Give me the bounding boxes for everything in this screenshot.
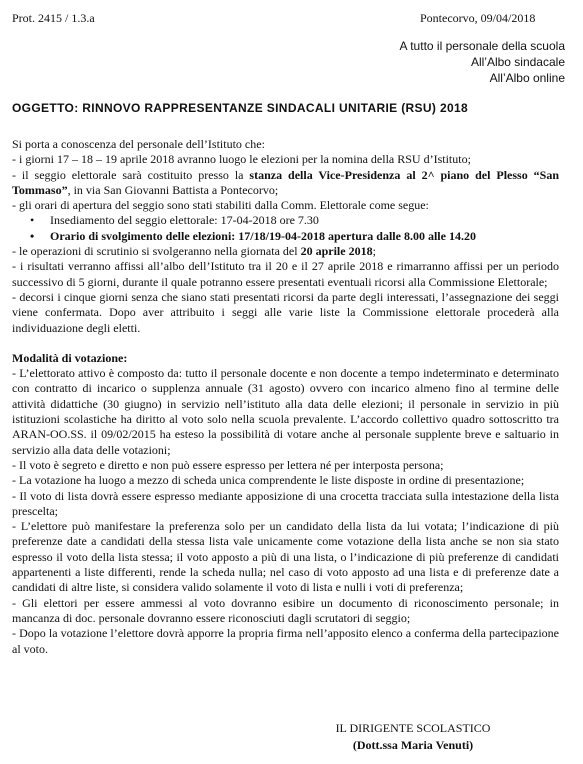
voting-paragraph: - L’elettorato attivo è composto da: tutto il personale docente e non docente a tempo indeterminato e determinato con contratto di incarico o supplenza annuale (31 agosto) ovvero con incarico almeno fino al termine delle attività didattiche (30 giugno) in servizio nell’istituto alla data delle elezioni; il personale in servizio in più istituzioni scolastiche ha diritto al voto solo nella scuola prevalente. L’accordo collettivo quadro sottoscritto tra ARAN-OO.SS. il 09/02/2015 ha esteso la possibilità di votare anche al personale supplente breve e saltuario in servizio alla data delle votazioni; — [12, 366, 559, 457]
voting-paragraph: - L’elettore può manifestare la preferenza solo per un candidato della lista da lui votata; l’indicazione di più preferenze date a candidati della stessa lista vale unicamente come votazione della lista anche se non sia stato espresso il voto della lista stessa; il voto apposto a più di una lista, o l’indicazione di più preferenze di candidati appartenenti a liste differenti, rende la scheda nulla; nel caso di voto apposto ad una lista e di preferenze date a candidati di altre liste, si considera valido solamente il voto di lista e nulli i voti di preferenza; — [12, 519, 559, 595]
document-body — [12, 137, 559, 657]
hours-intro: - gli orari di apertura del seggio sono stati stabiliti dalla Comm. Elettorale come segue: — [12, 198, 429, 213]
bullet-item — [12, 213, 559, 228]
voting-paragraph: - Il voto è segreto e diretto e non può essere espresso per lettera né per interposta persona; — [12, 457, 444, 472]
bullet-icon: • — [30, 228, 35, 243]
bullet-icon: • — [30, 213, 35, 228]
polling-station-text: - il seggio elettorale sarà costituito presso la — [12, 167, 250, 182]
bullet-text: Orario di svolgimento delle elezioni: 17/18/19-04-2018 apertura dalle 8.00 alle 14.20 — [50, 228, 476, 243]
scrutiny-date: 20 aprile 2018 — [300, 244, 373, 259]
election-dates: - i giorni 17 – 18 – 19 aprile 2018 avranno luogo le elezioni per la nomina della RSU d’Istituto; — [12, 152, 471, 167]
signature-name: (Dott.ssa Maria Venuti) — [352, 738, 474, 752]
voting-paragraph: - La votazione ha luogo a mezzo di scheda unica comprendente le liste disposte in ordine di presentazione; — [12, 473, 525, 488]
polling-station-location: stanza della Vice-Presidenza al 2^ piano del Plesso “San Tommaso” — [12, 167, 559, 197]
recipient-line: A tutto il personale della scuola — [399, 39, 565, 53]
recipient-line: All’Albo online — [489, 71, 565, 85]
voting-paragraph: - Dopo la votazione l’elettore dovrà apporre la propria firma nell’apposito elenco a conferma della partecipazione al voto. — [12, 626, 559, 656]
results-paragraph: - i risultati verranno affissi all’albo dell’Istituto tra il 20 e il 27 aprile 2018 e rimarranno affissi per un periodo successivo di 5 giorni, durante il quale potranno essere presentati eventuali ricorsi alla Commissione Elettorale; — [12, 259, 559, 289]
intro-line: Si porta a conoscenza del personale dell’Istituto che: — [12, 137, 265, 151]
place-date: Pontecorvo, 09/04/2018 — [420, 11, 536, 25]
voting-heading: Modalità di votazione: — [12, 350, 128, 365]
signature-role: IL DIRIGENTE SCOLASTICO — [335, 721, 491, 735]
subject-heading: OGGETTO: RINNOVO RAPPRESENTANZE SINDACALI UNITARIE (RSU) 2018 — [12, 101, 469, 115]
voting-paragraph: - Gli elettori per essere ammessi al voto dovranno esibire un documento di riconoscimento personale; in mancanza di doc. personale dovranno essere riconosciuti dagli scrutatori di seggio; — [12, 595, 559, 625]
confirmation-paragraph: - decorsi i cinque giorni senza che siano stati presentati ricorsi da parte degli interessati, l’assegnazione dei seggi viene confermata. Dopo aver attribuito i seggi alle varie liste la Commissione elettorale procederà alla individuazione degli eletti. — [12, 289, 559, 335]
protocol-number: Prot. 2415 / 1.3.a — [12, 11, 95, 25]
scrutiny-line — [12, 244, 559, 259]
polling-station-address: , in via San Giovanni Battista a Pontecorvo; — [67, 182, 279, 197]
bullet-item — [12, 229, 559, 244]
recipient-line: All’Albo sindacale — [470, 55, 565, 69]
bullet-text: Insediamento del seggio elettorale: 17-04-2018 ore 7.30 — [50, 213, 319, 228]
voting-paragraph: - Il voto di lista dovrà essere espresso mediante apposizione di una crocetta tracciata sulla intestazione della lista prescelta; — [12, 488, 559, 518]
polling-station — [12, 168, 559, 199]
scrutiny-end: ; — [372, 244, 376, 259]
scrutiny-text: - le operazioni di scrutinio si svolgeranno nella giornata del — [12, 244, 301, 259]
